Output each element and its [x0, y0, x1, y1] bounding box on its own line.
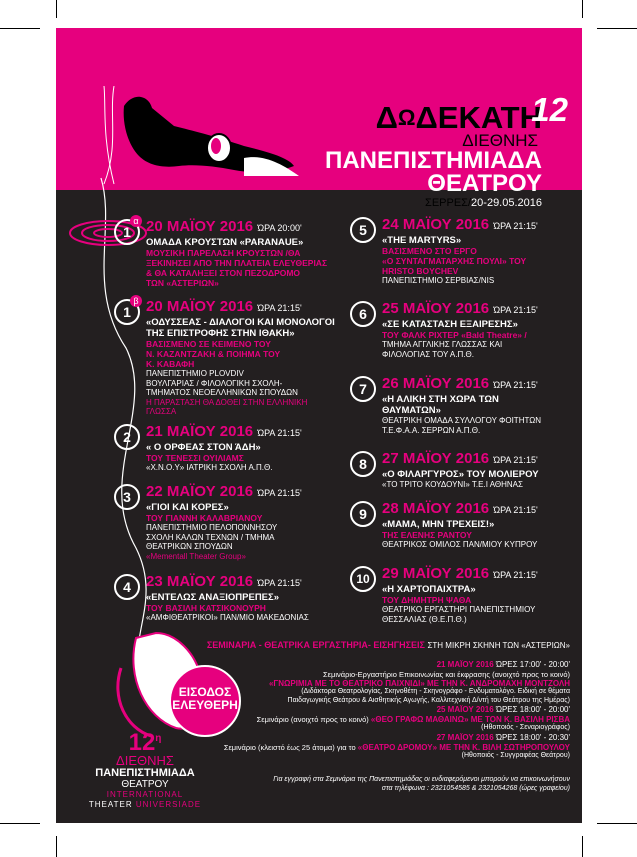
event-line: Ν. ΚΑΖΑΝΤΖΑΚΗ & ΠΟΙΗΜΑ ΤΟΥ — [146, 349, 281, 359]
event-line: ΠΑΝΕΠΙΣΤΗΜΙΟ ΠΕΛΟΠΟΝΝΗΣΟΥ — [146, 523, 278, 532]
event-title: «Ο ΦΙΛΑΡΓΥΡΟΣ» ΤΟΥ ΜΟΛΙΕΡΟΥ — [382, 469, 539, 480]
logo-line-3: ΘΕΑΤΡΟΥ — [121, 779, 169, 790]
event-line: ΦΙΛΟΛΟΓΙΑΣ ΤΟΥ Α.Π.Θ. — [382, 349, 474, 359]
event-time: ΏΡΑ 21:15' — [493, 505, 538, 515]
event-number: 1 — [114, 299, 140, 325]
crop-mark — [597, 823, 637, 824]
crop-mark — [0, 28, 40, 29]
event-title: «Η ΧΑΡΤΟΠΑΙΧΤΡΑ» — [382, 584, 476, 595]
event-line: ΠΑΝΕΠΙΣΤΗΜΙΟ PLOVDIV — [146, 369, 244, 378]
event-date: 21 ΜΑΪΟΥ 2016 ΏΡΑ 21:15' — [146, 423, 302, 440]
seminars-heading-sub: ΣΤΗ ΜΙΚΡΗ ΣΚΗΝΗ ΤΩΝ «ΑΣΤΕΡΙΩΝ» — [427, 641, 570, 650]
location: ΣΕΡΡΕΣ — [425, 197, 468, 209]
title-line-2: ΔΙΕΘΝΗΣ — [462, 131, 538, 150]
event-date: 25 ΜΑΪΟΥ 2016 ΏΡΑ 21:15' — [382, 300, 538, 317]
event-number: 2 — [114, 424, 140, 450]
festival-dates: 20-29.05.2016 — [471, 197, 542, 209]
event-line: ΠΑΝΕΠΙΣΤΗΜΙΟ ΣΕΡΒΙΑΣ/NIS — [382, 276, 495, 285]
event-4 — [116, 573, 366, 623]
event-date: 22 ΜΑΪΟΥ 2016 ΏΡΑ 21:15' — [146, 483, 302, 500]
event-date: 28 ΜΑΪΟΥ 2016 ΏΡΑ 21:15' — [382, 500, 538, 517]
entrance-line-2: ΕΛΕΥΘΕΡΗ — [172, 698, 238, 712]
event-time: ΏΡΑ 21:15' — [257, 303, 302, 313]
seminar-note: Παιδαγωγικής Θεάτρου & Αισθητικής Αγωγής, Καλλιτεχνική Δ/ντή του Θεάτρου της Ημέρας) — [287, 696, 570, 704]
event-time: ΏΡΑ 21:15' — [493, 380, 538, 390]
event-line: ΜΟΥΣΙΚΗ ΠΑΡΕΛΑΣΗ ΚΡΟΥΣΤΩΝ /ΘΑ — [146, 248, 301, 258]
event-line: ΤΜΗΜΑ ΑΓΓΛΙΚΗΣ ΓΛΩΣΣΑΣ ΚΑΙ — [382, 340, 503, 349]
event-time: ΏΡΑ 21:15' — [257, 578, 302, 588]
seminar-time: ΏΡΕΣ 18:00' - 20:00' — [495, 705, 570, 714]
seminar-title: «ΘΕΟ ΓΡΑΦΩ ΜΑΘΑΙΝΩ» ΜΕ ΤΟΝ Κ. ΒΑΣΙΛΗ ΡΙΣΒΑ — [370, 715, 570, 724]
seminar-note: (Ηθοποιός - Συγγραφέας Θεάτρου) — [461, 751, 570, 759]
crop-mark — [56, 836, 57, 857]
logo-line-1: ΔΙΕΘΝΗΣ — [116, 753, 174, 768]
event-line: ΣΧΟΛΗ ΚΑΛΩΝ ΤΕΧΝΩΝ / ΤΜΗΜΑ — [146, 532, 275, 542]
event-7 — [352, 375, 582, 435]
seminars-heading: ΣΕΜΙΝΑΡΙΑ - ΘΕΑΤΡΙΚΑ ΕΡΓΑΣΤΗΡΙΑ- ΕΙΣΗΓΗΣΕΙΣ ΣΤΗ ΜΙΚΡΗ ΣΚΗΝΗ ΤΩΝ «ΑΣΤΕΡΙΩΝ» — [206, 640, 570, 650]
event-date: 26 ΜΑΪΟΥ 2016 ΏΡΑ 21:15' — [382, 375, 538, 392]
event-6 — [352, 300, 582, 359]
seminar-line: Σεμινάριο (κλειστό έως 25 άτομα) για το «ΘΕΑΤΡΟ ΔΡΟΜΟΥ» ΜΕ ΤΗΝ Κ. ΒΙΛΗ ΣΩΤΗΡΟΠΟΥΛΟΥ — [223, 742, 570, 752]
seminar-date: 25 ΜΑΪΟΥ 2016 ΏΡΕΣ 18:00' - 20:00' — [436, 705, 570, 714]
logo-line-4: INTERNATIONAL — [106, 790, 184, 799]
event-time: ΏΡΑ 21:15' — [493, 455, 538, 465]
title-line-4: ΘΕΑΤΡΟΥ — [427, 170, 542, 197]
event-10 — [352, 565, 582, 624]
event-1b — [116, 298, 366, 417]
event-number: 6 — [350, 301, 376, 327]
event-sub-letter: α — [130, 215, 142, 227]
crop-mark — [56, 0, 57, 18]
event-title: «ΕΝΤΕΛΩΣ ΑΝΑΞΙΟΠΡΕΠΕΣ» — [146, 592, 279, 603]
event-title: «ΜΑΜΑ, ΜΗΝ ΤΡΕΧΕΙΣ!» — [382, 519, 495, 530]
logo-line-5: THEATER UNIVERSIADE — [88, 800, 202, 809]
event-line: «Χ.Ν.Ο.Υ» ΙΑΤΡΙΚΗ ΣΧΟΛΗ Α.Π.Θ. — [146, 463, 273, 472]
event-date: 29 ΜΑΪΟΥ 2016 ΏΡΑ 21:15' — [382, 565, 538, 582]
event-date: 27 ΜΑΪΟΥ 2016 ΏΡΑ 21:15' — [382, 450, 538, 467]
event-time: ΏΡΑ 21:15' — [493, 221, 538, 231]
festival-logo — [70, 728, 220, 810]
logo-line-6: UNIVERSIADE — [135, 800, 202, 809]
event-line: ΓΛΩΣΣΑ — [146, 407, 177, 416]
crop-mark — [582, 836, 583, 857]
event-title: «ΟΔΥΣΣΕΑΣ - ΔΙΑΛΟΓΟΙ ΚΑΙ ΜΟΝΟΛΟΓΟΙ — [146, 317, 335, 328]
crop-mark — [597, 28, 637, 29]
event-line: ΒΑΣΙΣΜΕΝΟ ΣΕ ΚΕΙΜΕΝΟ ΤΟΥ — [146, 339, 271, 349]
event-time: ΏΡΑ 21:15' — [257, 488, 302, 498]
location-dates: ΣΕΡΡΕΣ/20-29.05.2016 — [425, 197, 542, 209]
event-time: ΏΡΑ 20:00' — [257, 223, 302, 233]
event-line: ΤΟΥ ΤΕΝΕΣΣΙ ΟΥΙΛΙΑΜΣ — [146, 453, 244, 463]
event-title: ΤΗΣ ΕΠΙΣΤΡΟΦΗΣ ΣΤΗΝ ΙΘΑΚΗ» — [146, 328, 295, 339]
event-time: ΏΡΑ 21:15' — [493, 570, 538, 580]
event-line: ΒΟΥΛΓΑΡΙΑΣ / ΦΙΛΟΛΟΓΙΚΗ ΣΧΟΛΗ- — [146, 378, 283, 388]
event-date: 20 ΜΑΪΟΥ 2016 ΏΡΑ 21:15' — [146, 298, 302, 315]
event-number: 10 — [350, 566, 376, 592]
event-date: 23 ΜΑΪΟΥ 2016 ΏΡΑ 21:15' — [146, 573, 302, 590]
event-number: 4 — [114, 574, 140, 600]
event-line: «Ο ΣΥΝΤΑΓΜΑΤΑΡΧΗΣ ΠΟΥΛΙ» ΤΟΥ — [382, 256, 527, 266]
entrance-line-1: ΕΙΣΟΔΟΣ — [178, 685, 232, 699]
event-date: 24 ΜΑΪΟΥ 2016 ΏΡΑ 21:15' — [382, 216, 538, 233]
contact-line-2: στα τηλέφωνα : 2321054585 & 2321054268 (ώρες γραφείου) — [381, 785, 570, 792]
event-line: Τ.Ε.Φ.Α.Α. ΣΕΡΡΩΝ Α.Π.Θ. — [382, 425, 481, 435]
event-line: ΤΟΥ ΒΑΣΙΛΗ ΚΑΤΣΙΚΟΝΟΥΡΗ — [146, 603, 266, 613]
title-number: 12 — [531, 91, 568, 128]
crop-mark — [0, 823, 40, 824]
event-line: ΘΕΑΤΡΙΚΩΝ ΣΠΟΥΔΩΝ — [146, 542, 233, 551]
seminars-section — [190, 640, 570, 760]
title-line-3: ΠΑΝΕΠΙΣΤΗΜΙΑΔΑ — [325, 147, 542, 174]
event-number: 3 — [114, 484, 140, 510]
event-title: «THE MARTYRS» — [382, 235, 462, 246]
event-line: ΘΕΑΤΡΙΚΟ ΕΡΓΑΣΤΗΡΙ ΠΑΝΕΠΙΣΤΗΜΙΟΥ — [382, 605, 536, 614]
event-time: ΏΡΑ 21:15' — [257, 428, 302, 438]
seminar-title: «ΘΕΑΤΡΟ ΔΡΟΜΟΥ» ΜΕ ΤΗΝ Κ. ΒΙΛΗ ΣΩΤΗΡΟΠΟΥΛΟΥ — [357, 742, 570, 752]
event-line: ΤΩΝ «ΑΣΤΕΡΙΩΝ» — [146, 278, 219, 288]
event-9 — [352, 500, 582, 550]
event-line: Η ΠΑΡΑΣΤΑΣΗ ΘΑ ΔΟΘΕΙ ΣΤΗΝ ΕΛΛΗΝΙΚΗ — [146, 397, 308, 407]
event-title: « Ο ΟΡΦΕΑΣ ΣΤΟΝ ΆΔΗ» — [146, 442, 261, 453]
event-line: ΘΕΑΤΡΙΚΗ ΟΜΑΔΑ ΣΥΛΛΟΓΟΥ ΦΟΙΤΗΤΩΝ — [382, 416, 541, 425]
event-line: ΤΟΥ ΦΑΛΚ ΡΙΧΤΕΡ «Bald Theatre» / — [382, 330, 527, 340]
seminar-line: Σεμινάριο (ανοιχτό προς το κοινό) «ΘΕΟ ΓΡΑΦΩ ΜΑΘΑΙΝΩ» ΜΕ ΤΟΝ Κ. ΒΑΣΙΛΗ ΡΙΣΒΑ — [256, 715, 570, 724]
event-line: ΤΟΥ ΓΙΑΝΝΗ ΚΑΛΑΒΡΙΑΝΟΥ — [146, 513, 263, 523]
poster — [56, 28, 582, 823]
contact-info — [273, 775, 570, 793]
seminar-date: 27 ΜΑΪΟΥ 2016 ΏΡΕΣ 18:00' - 20:30' — [436, 732, 570, 742]
seminar-title: «ΓΝΩΡΙΜΙΑ ΜΕ ΤΟ ΘΕΑΤΡΙΚΟ ΠΑΙΧΝΙΔΙ» ΜΕ ΤΗΝ Κ. ΑΝΔΡΟΜΑΧΗ ΜΟΝΤΖΟΛΗ — [268, 679, 570, 688]
event-line: ΞΕΚΙΝΗΣΕΙ ΑΠΟ ΤΗΝ ΠΛΑΤΕΙΑ ΕΛΕΥΘΕΡΙΑΣ — [146, 258, 328, 268]
seminar-time: ΏΡΕΣ 18:00' - 20:30' — [495, 732, 570, 742]
logo-number-suffix: η — [155, 733, 162, 744]
event-line: ΤΗΣ ΕΛΕΝΗΣ ΡΑΝΤΟΥ — [382, 530, 472, 540]
seminar-date: 21 ΜΑΪΟΥ 2016 ΏΡΕΣ 17:00' - 20:00' — [436, 660, 570, 669]
event-title: «Η ΑΛΙΚΗ ΣΤΗ ΧΩΡΑ ΤΩΝ — [382, 394, 499, 405]
crop-mark — [582, 0, 583, 18]
event-line: «ΤΟ ΤΡΙΤΟ ΚΟΥΔΟΥΝΙ» Τ.Ε.Ι ΑΘΗΝΑΣ — [382, 480, 523, 489]
event-line: ΤΜΗΜΑΤΟΣ ΝΕΟΕΛΛΗΝΙΚΩΝ ΣΠΟΥΔΩΝ — [146, 388, 298, 397]
event-2 — [116, 423, 366, 473]
seminar-note: (Ηθοποιός - Σεναριογράφος) — [481, 724, 570, 731]
event-5 — [352, 216, 582, 286]
event-line: «ΑΜΦΙΘΕΑΤΡΙΚΟΙ» ΠΑΝ/ΜΙΟ ΜΑΚΕΔΟΝΙΑΣ — [146, 613, 309, 622]
event-line: HRISTO BOYCHEV — [382, 266, 459, 276]
contact-line-1: Για εγγραφή στα Σεμινάρια της Πανεπιστημιάδας οι ενδιαφερόμενοι μπορούν να επικοινωνήσουν — [273, 776, 570, 783]
event-1a — [116, 218, 366, 288]
event-date: 20 ΜΑΪΟΥ 2016 ΏΡΑ 20:00' — [146, 218, 302, 235]
event-number: 8 — [350, 451, 376, 477]
event-line: ΤΟΥ ΔΗΜΗΤΡΗ ΨΑΘΑ — [382, 595, 472, 605]
event-number: 5 — [350, 217, 376, 243]
event-3 — [116, 483, 366, 561]
event-number: 9 — [350, 501, 376, 527]
event-line: & ΘΑ ΚΑΤΑΛΗΞΕΙ ΣΤΟΝ ΠΕΖΟΔΡΟΜΟ — [146, 268, 301, 278]
event-8 — [352, 450, 582, 490]
seminar-note: (Διδάκτορα Θεατρολογίας, Σκηνοθέτη - Σκηνογράφο - Ενδυματολόγο. Ειδική σε θέματα — [301, 688, 570, 695]
free-entrance-badge — [169, 665, 241, 737]
event-number: 1 — [114, 219, 140, 245]
event-line: ΘΕΣΣΑΛΙΑΣ (Θ.Ε.Π.Θ.) — [382, 614, 467, 624]
event-line: «Mementall Theater Group» — [146, 551, 246, 561]
event-line: Κ. ΚΑΒΑΦΗ — [146, 359, 195, 369]
logo-line-2: ΠΑΝΕΠΙΣΤΗΜΙΑΔΑ — [95, 767, 195, 779]
event-title: «ΣΕ ΚΑΤΑΣΤΑΣΗ ΕΞΑΙΡΕΣΗΣ» — [382, 319, 518, 330]
seminar-intro: Σεμινάριο-Εργαστήριο Επικοινωνίας και έκφρασης (ανοιχτό προς το κοινό) — [323, 670, 570, 679]
title-do: Ω — [397, 105, 416, 130]
event-line: ΒΑΣΙΣΜΕΝΟ ΣΤΟ ΕΡΓΟ — [382, 246, 477, 256]
event-number: 7 — [350, 376, 376, 402]
event-line: ΘΕΑΤΡΙΚΟΣ ΟΜΙΛΟΣ ΠΑΝ/ΜΙΟΥ ΚΥΠΡΟΥ — [382, 540, 538, 549]
title-prefix: Δ — [375, 100, 398, 135]
title-main: ΔΕΚΑΤΗ — [415, 100, 542, 135]
seminar-time: ΏΡΕΣ 17:00' - 20:00' — [495, 660, 570, 669]
event-time: ΏΡΑ 21:15' — [493, 305, 538, 315]
event-title: «ΓΙΟΙ ΚΑΙ ΚΟΡΕΣ» — [146, 502, 229, 513]
event-sub-letter: β — [130, 295, 142, 307]
event-title: ΘΑΥΜΑΤΩΝ» — [382, 405, 441, 416]
event-title: ΟΜΑΔΑ ΚΡΟΥΣΤΩΝ «PARANAUE» — [146, 237, 304, 248]
logo-number: $12^\eta$ — [128, 729, 162, 756]
